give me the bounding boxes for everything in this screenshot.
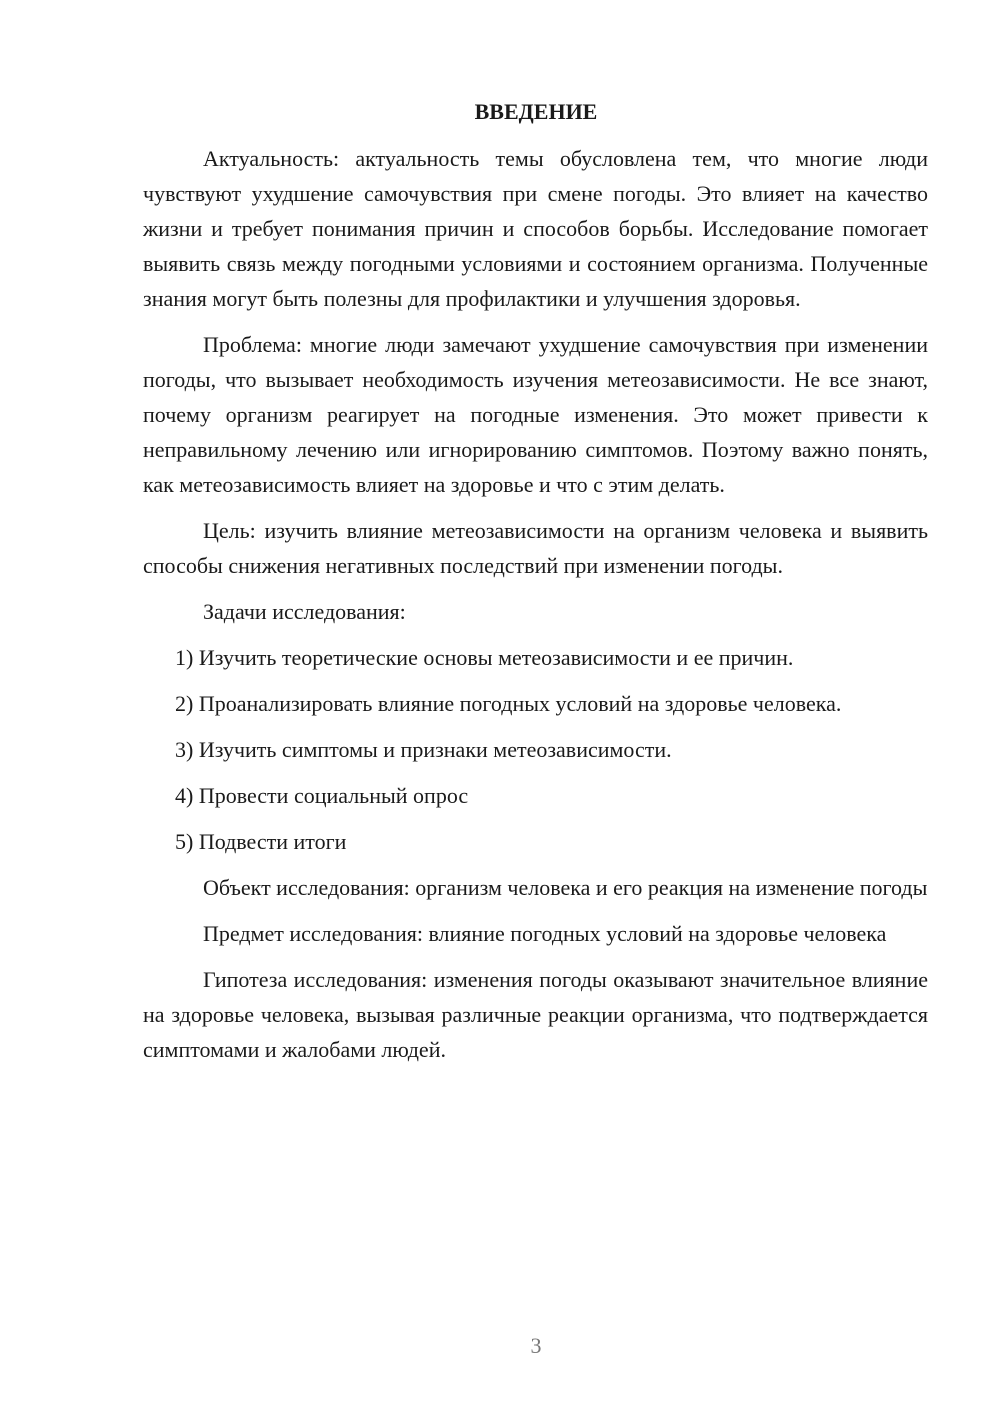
- task-item-5: 5) Подвести итоги: [175, 829, 347, 854]
- task-item-3: 3) Изучить симптомы и признаки метеозависимости.: [175, 737, 672, 762]
- problem-paragraph: Проблема: многие люди замечают ухудшение самочувствия при изменении погоды, что вызывает необходимость изучения метеозависимости. Не все знают, почему организм реагирует на погодные изменения. Это может привести к неправильному лечению или игнорированию симптомов. Поэтому важно понять, как метеозависимость влияет на здоровье и что с этим делать.: [143, 332, 928, 497]
- task-item-2: 2) Проанализировать влияние погодных условий на здоровье человека.: [175, 691, 842, 716]
- hypothesis-paragraph: Гипотеза исследования: изменения погоды оказывают значительное влияние на здоровье человека, вызывая различные реакции организма, что подтверждается симптомами и жалобами людей.: [143, 967, 928, 1062]
- tasks-heading: Задачи исследования:: [203, 599, 406, 624]
- page-number: 3: [530, 1333, 542, 1358]
- document-body: [143, 141, 928, 1067]
- relevance-paragraph: Актуальность: актуальность темы обусловлена тем, что многие люди чувствуют ухудшение самочувствия при смене погоды. Это влияет на качество жизни и требует понимания причин и способов борьбы. Исследование помогает выявить связь между погодными условиями и состоянием организма. Полученные знания могут быть полезны для профилактики и улучшения здоровья.: [143, 146, 928, 311]
- task-item-4: 4) Провести социальный опрос: [175, 783, 469, 808]
- goal-paragraph: Цель: изучить влияние метеозависимости на организм человека и выявить способы снижения негативных последствий при изменении погоды.: [143, 518, 928, 578]
- subject-paragraph: Предмет исследования: влияние погодных условий на здоровье человека: [203, 921, 887, 946]
- page-title: ВВЕДЕНИЕ: [474, 99, 598, 124]
- task-item-1: 1) Изучить теоретические основы метеозависимости и ее причин.: [175, 645, 794, 670]
- object-paragraph: Объект исследования: организм человека и его реакция на изменение погоды: [203, 875, 928, 900]
